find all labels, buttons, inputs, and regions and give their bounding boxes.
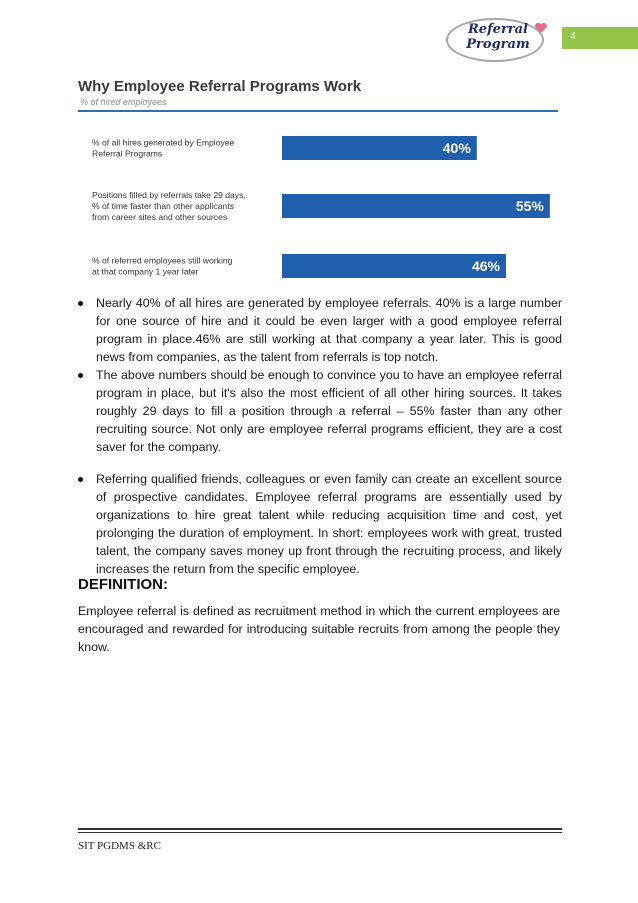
logo-line2: Program: [466, 37, 530, 52]
bullet-text: The above numbers should be enough to convince you to have an employee referral program in place, but it's also the most efficient of all other hiring sources. It takes roughly 29 days to fill a position through a referral – 55% faster than any other recruiting source. Not only are employee referral programs efficient, they are a cost saver for the company.: [96, 368, 562, 454]
page-number: 4: [570, 31, 576, 42]
chart-title-rule: [78, 110, 558, 112]
definition-body: Employee referral is defined as recruitment method in which the current employees are encouraged and rewarded for introducing suitable recruits from among the people they know.: [78, 604, 560, 654]
page-number-badge: [562, 27, 638, 49]
bar: [282, 194, 550, 218]
bullet-text: Nearly 40% of all hires are generated by employee referrals. 40% is a large number for one source of hire and it could be even larger with a good employee referral program in place.46% are still working at that company a year later. This is good news from companies, as the talent from referrals is top notch.: [96, 296, 562, 364]
bar-value-label: 55%: [515, 198, 544, 214]
logo-text: [458, 22, 538, 52]
bar-value-label: 46%: [471, 258, 501, 274]
footer-rule: [78, 828, 562, 830]
referral-bar-chart: [78, 120, 568, 290]
chart-title: Why Employee Referral Programs Work: [78, 78, 362, 95]
referral-program-logo: [446, 18, 552, 66]
footer-text: SIT PGDMS &RC: [78, 840, 161, 852]
bullet-text: Referring qualified friends, colleagues or even family can create an excellent source of prospective candidates. Employee referral programs are essentially used by organizations to hire great talent while reducing acquisition time and cost, yet prolonging the duration of employment. In short: employees work with great, trusted talent, the company saves money up front through the recruiting process, and likely increases the return from the specific employee.: [96, 472, 562, 576]
logo-line1: Referral: [468, 22, 528, 37]
category-label: % of referred employees still working: [92, 255, 233, 266]
category-label: at that company 1 year later: [92, 266, 199, 277]
category-label: Positions filled by referrals take 29 days,: [92, 190, 246, 200]
bullet-item: [78, 294, 562, 366]
bullet-item: [78, 366, 562, 456]
category-label: % of time faster than other applicants: [92, 201, 234, 211]
footer-rule-thin: [78, 832, 562, 833]
category-label: Referral Programs: [92, 148, 163, 159]
bar-value-label: 40%: [442, 140, 471, 156]
bullet-icon: [78, 477, 83, 482]
category-label: % of all hires generated by Employee: [92, 137, 235, 148]
heart-icon: [534, 22, 548, 34]
bullet-list: [78, 294, 562, 578]
bullet-item: [78, 470, 562, 578]
chart-subtitle: % of hired employees: [80, 97, 167, 107]
bullet-icon: [78, 373, 83, 378]
category-label: from career sites and other sources: [92, 212, 228, 222]
definition-heading: DEFINITION:: [78, 576, 168, 593]
bullet-icon: [78, 301, 83, 306]
